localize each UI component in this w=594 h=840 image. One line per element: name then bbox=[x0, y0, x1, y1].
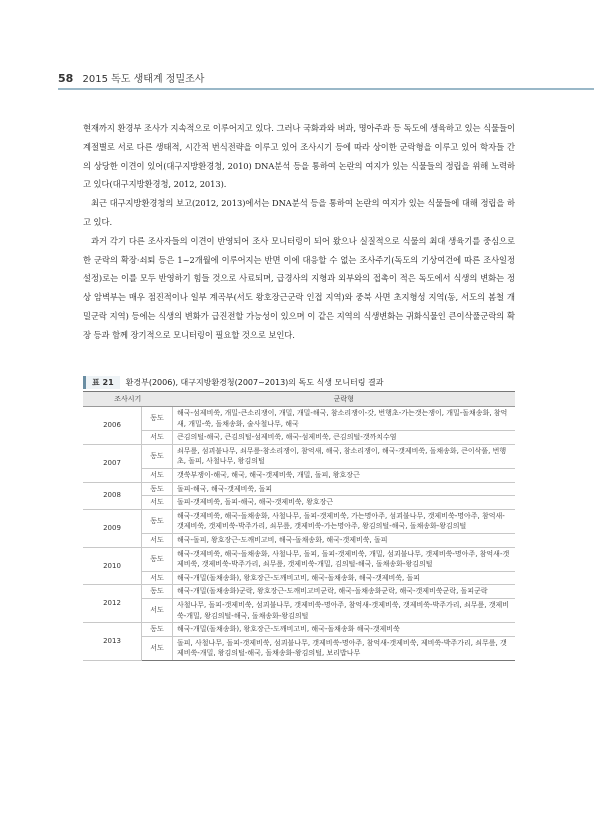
paragraph-3: 과거 각기 다른 조사자들의 이견이 반영되어 조사 모니터링이 되어 왔으나 실질적으로 식물의 최대 생육기를 중심으로 한 군락의 확장·쇠퇴 등은 1~2개월에 이루어지는 반면 이에 대응할 수 없는 조사주기(독도의 기상여건에 따른 조사일정 설정)로는 이를 모두 반영하기 힘들 것으로 사료되며, 급경사의 지형과 외부와의 접촉이 적은 독도에서 식생의 변화는 정상 암벽부는 매우 점진적이나 일부 계곡부(서도 왕호장근군락 인접 지역)와 중북 사면 초지형성 지역(동, 서도의 봄철 개밀군락 지역) 등에는 식생의 변화가 급진전할 가능성이 있으며 이 같은 지역의 식생변화는 귀화식물인 큰이삭풀군락의 확장 등과 함께 장기적으로 모니터링이 필요할 것으로 보인다. bbox=[83, 235, 515, 340]
region-cell: 동도 bbox=[142, 623, 173, 637]
header-divider bbox=[58, 88, 594, 90]
region-cell: 서도 bbox=[142, 431, 173, 445]
body-text bbox=[83, 119, 515, 345]
table-row bbox=[83, 533, 515, 547]
table-row bbox=[83, 407, 515, 431]
community-cell: 해국-섬제비쑥, 개밀-큰소리쟁이, 개밀, 개밀-해국, 참소리쟁이-갓, 번행초-가는갯는쟁이, 개밀-돌채송화, 참억새, 개밀-쑥, 돌채송화, 술사철나무, 해국 bbox=[173, 407, 516, 431]
region-cell: 동도 bbox=[142, 509, 173, 533]
region-cell: 서도 bbox=[142, 636, 173, 660]
running-title: 2015 독도 생태계 정밀조사 bbox=[82, 74, 205, 85]
table-row bbox=[83, 444, 515, 468]
region-cell: 서도 bbox=[142, 468, 173, 482]
community-cell: 해국-개밀(돌채송화), 왕호장근-도깨비고비, 해국-돌채송화 해국-갯제비쑥 bbox=[173, 623, 516, 637]
region-cell: 동도 bbox=[142, 482, 173, 496]
table-row bbox=[83, 482, 515, 496]
table-row bbox=[83, 598, 515, 622]
region-cell: 동도 bbox=[142, 444, 173, 468]
running-header bbox=[58, 70, 204, 85]
header-survey-period: 조사시기 bbox=[83, 392, 173, 407]
region-cell: 서도 bbox=[142, 598, 173, 622]
header-community-type: 군락형 bbox=[173, 392, 516, 407]
year-cell: 2008 bbox=[83, 482, 142, 509]
community-cell: 해국-개밀(돌채송화)군락, 왕호장근-도깨비고비군락, 해국-돌채송화군락, 해국-갯제비쑥군락, 돌피군락 bbox=[173, 585, 516, 599]
table-row bbox=[83, 571, 515, 585]
community-cell: 쇠무릎, 섬괴불나무, 쇠무릎-참소리쟁이, 참억새, 해국, 참소리쟁이, 해국-갯제비쑥, 돌채송화, 큰이삭풀, 번행초, 돌피, 사철나무, 왕김의털 bbox=[173, 444, 516, 468]
community-cell: 돌피-해국, 해국-갯제비쑥, 돌피 bbox=[173, 482, 516, 496]
region-cell: 동도 bbox=[142, 585, 173, 599]
monitoring-table bbox=[83, 391, 515, 661]
table-row bbox=[83, 547, 515, 571]
region-cell: 서도 bbox=[142, 496, 173, 510]
table-title: 환경부(2006), 대구지방환경청(2007~2013)의 독도 식생 모니터링 결과 bbox=[125, 378, 384, 387]
year-cell: 2009 bbox=[83, 509, 142, 547]
community-cell: 돌피-갯제비쑥, 돌피-해국, 해국-갯제비쑥, 왕호장근 bbox=[173, 496, 516, 510]
community-cell: 큰김의털-해국, 큰김의털-섬제비쑥, 해국-섬제비쑥, 큰김의털-갯까치수염 bbox=[173, 431, 516, 445]
community-cell: 해국-개밀(돌채송화), 왕호장근-도깨비고비, 해국-돌채송화, 해국-갯제비쑥, 돌피 bbox=[173, 571, 516, 585]
table-caption bbox=[83, 376, 383, 389]
table-row bbox=[83, 468, 515, 482]
year-cell: 2010 bbox=[83, 547, 142, 585]
table-header-row bbox=[83, 392, 515, 407]
paragraph-2: 최근 대구지방환경청의 보고(2012, 2013)에서는 DNA분석 등을 통하여 논란의 여지가 있는 식물들에 대해 정립을 하고 있다. bbox=[83, 198, 515, 227]
table-tag: 표 21 bbox=[83, 376, 120, 389]
table-row bbox=[83, 496, 515, 510]
region-cell: 서도 bbox=[142, 571, 173, 585]
table-row bbox=[83, 623, 515, 637]
community-cell: 갯쑥부쟁이-해국, 해국, 해국-갯제비쑥, 개밀, 돌피, 왕호장근 bbox=[173, 468, 516, 482]
year-cell: 2006 bbox=[83, 407, 142, 445]
region-cell: 동도 bbox=[142, 547, 173, 571]
table-row bbox=[83, 431, 515, 445]
community-cell: 해국-돌피, 왕호장근-도깨비고비, 해국-돌채송화, 해국-갯제비쑥, 돌피 bbox=[173, 533, 516, 547]
table-row bbox=[83, 636, 515, 660]
year-cell: 2012 bbox=[83, 585, 142, 623]
paragraph-1: 현재까지 환경부 조사가 지속적으로 이루어지고 있다. 그러나 국화과와 벼과, 명아주과 등 독도에 생육하고 있는 식물들이 계절별로 서로 다른 생태적, 시간적 번식전략을 이루고 있어 조사시기 등에 따라 상이한 군락형을 이루고 있어 학자들 간의 상당한 이견이 있어(대구지방환경청, 2010) DNA분석 등을 통하여 논란의 여지가 있는 식물들의 정립을 위해 노력하고 있다(대구지방환경청, 2012, 2013). bbox=[83, 123, 515, 190]
year-cell: 2013 bbox=[83, 623, 142, 661]
page-number: 58 bbox=[58, 72, 74, 85]
community-cell: 돌피, 사철나무, 돌피-갯제비쑥, 섬괴불나무, 갯제비쑥-명아주, 참억새-갯제비쑥, 제비쑥-박주가리, 쇠무릎, 갯제비쑥-개밀, 왕김의털-해국, 돌채송화-왕김의털, 보리밥나무 bbox=[173, 636, 516, 660]
table-row bbox=[83, 509, 515, 533]
region-cell: 서도 bbox=[142, 533, 173, 547]
community-cell: 사철나무, 돌피-갯제비쑥, 섬괴불나무, 갯제비쑥-명아주, 참억새-갯제비쑥, 갯제비쑥-박주가리, 쇠무릎, 갯제비쑥-개밀, 왕김의털-해국, 돌채송화-왕김의털 bbox=[173, 598, 516, 622]
year-cell: 2007 bbox=[83, 444, 142, 482]
community-cell: 해국-갯제비쑥, 해국-돌채송화, 사철나무, 돌피, 돌피-갯제비쑥, 개밀, 섬괴불나무, 갯제비쑥-명아주, 참억새-갯제비쑥, 갯제비쑥-박주가리, 쇠무릎, 갯제비쑥-개밀, 김의털-해국, 돌채송화-왕김의털 bbox=[173, 547, 516, 571]
community-cell: 해국-갯제비쑥, 해국-돌채송화, 사철나무, 돌피-갯제비쑥, 가는명아주, 섬괴불나무, 갯제비쑥-명아주, 참억새-갯제비쑥, 갯제비쑥-박주가리, 쇠무릎, 갯제비쑥-가는명아주, 왕김의털-해국, 돌채송화-왕김의털 bbox=[173, 509, 516, 533]
region-cell: 동도 bbox=[142, 407, 173, 431]
table-row bbox=[83, 585, 515, 599]
